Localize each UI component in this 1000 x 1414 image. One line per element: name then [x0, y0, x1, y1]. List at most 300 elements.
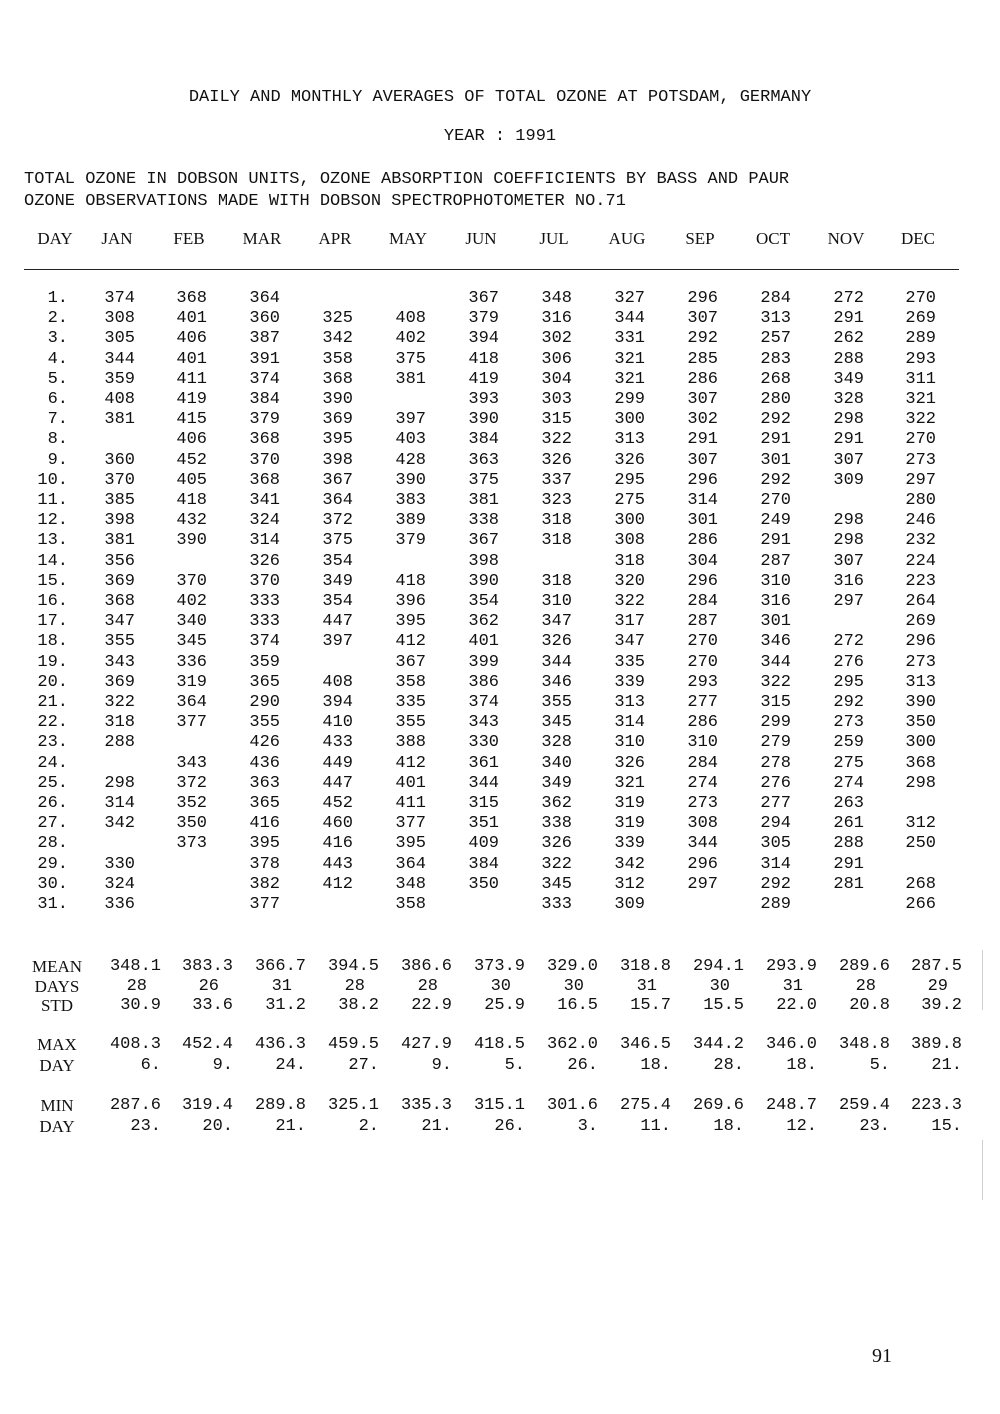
- ozone-value: 294: [760, 814, 791, 834]
- ozone-value: 315: [760, 693, 791, 712]
- month-header-may: MAY: [388, 229, 428, 248]
- days-row-value: 31: [636, 977, 657, 996]
- mean-row-value: 294.1: [692, 957, 744, 976]
- std-row-value: 30.9: [120, 996, 161, 1015]
- ozone-value: 339: [614, 834, 645, 854]
- max-row-label: MAX: [37, 1035, 77, 1054]
- ozone-value: 365: [249, 794, 280, 813]
- max-row-value: 436.3: [254, 1035, 306, 1054]
- ozone-value: 367: [468, 531, 499, 551]
- ozone-value: 292: [760, 410, 791, 430]
- ozone-value: 384: [468, 854, 499, 874]
- ozone-value: 298: [905, 773, 936, 793]
- ozone-value: 410: [322, 713, 353, 733]
- min-row-value: 259.4: [838, 1096, 890, 1115]
- day-number: 6.: [47, 390, 68, 409]
- ozone-value: 345: [541, 713, 572, 733]
- day-number: 27.: [37, 814, 68, 834]
- ozone-value: 286: [687, 369, 718, 389]
- ozone-value: 428: [395, 450, 426, 470]
- ozone-value: 296: [687, 854, 718, 874]
- ozone-value: 347: [541, 612, 572, 632]
- ozone-value: 373: [176, 834, 207, 854]
- ozone-value: 406: [176, 329, 207, 349]
- max-day-row-value: 24.: [275, 1056, 306, 1075]
- ozone-value: 433: [322, 733, 353, 753]
- std-row-value: 15.7: [630, 996, 671, 1015]
- min-day-row-value: 3.: [577, 1117, 598, 1136]
- ozone-value: 322: [905, 410, 936, 430]
- ozone-value: 390: [905, 693, 936, 712]
- ozone-value: 342: [614, 854, 645, 874]
- ozone-value: 301: [760, 450, 791, 470]
- ozone-value: 375: [468, 470, 499, 490]
- ozone-value: 331: [614, 329, 645, 349]
- ozone-value: 368: [176, 289, 207, 308]
- ozone-value: 291: [833, 309, 864, 329]
- ozone-value: 319: [614, 814, 645, 834]
- ozone-value: 369: [104, 571, 135, 591]
- ozone-value: 295: [614, 470, 645, 490]
- ozone-value: 338: [541, 814, 572, 834]
- days-row-value: 29: [927, 977, 948, 996]
- month-header-nov: NOV: [827, 229, 865, 248]
- ozone-value: 390: [468, 410, 499, 430]
- ozone-value: 263: [833, 794, 864, 813]
- ozone-value: 296: [687, 571, 718, 591]
- ozone-value: 310: [687, 733, 718, 753]
- ozone-value: 270: [687, 652, 718, 672]
- ozone-value: 292: [833, 693, 864, 712]
- ozone-value: 384: [249, 390, 280, 409]
- ozone-value: 262: [833, 329, 864, 349]
- min-day-row-value: 21.: [275, 1117, 306, 1136]
- min-row-value: 223.3: [910, 1096, 962, 1115]
- ozone-value: 355: [249, 713, 280, 733]
- mean-row-value: 287.5: [910, 957, 962, 976]
- ozone-value: 313: [905, 672, 936, 692]
- ozone-value: 298: [104, 773, 135, 793]
- ozone-value: 399: [468, 652, 499, 672]
- ozone-value: 330: [468, 733, 499, 753]
- ozone-value: 319: [176, 672, 207, 692]
- ozone-value: 339: [614, 672, 645, 692]
- ozone-value: 381: [104, 410, 135, 430]
- ozone-value: 273: [905, 652, 936, 672]
- ozone-value: 342: [322, 329, 353, 349]
- day-number: 15.: [37, 571, 68, 591]
- ozone-value: 293: [905, 349, 936, 369]
- ozone-value: 377: [249, 895, 280, 914]
- max-day-row-value: 9.: [212, 1056, 233, 1075]
- ozone-value: 342: [104, 814, 135, 834]
- ozone-value: 436: [249, 753, 280, 773]
- ozone-value: 291: [760, 531, 791, 551]
- ozone-value: 419: [176, 390, 207, 409]
- ozone-value: 310: [541, 592, 572, 611]
- max-day-row-value: 27.: [348, 1056, 379, 1075]
- ozone-value: 292: [760, 470, 791, 490]
- min-row-value: 248.7: [765, 1096, 817, 1115]
- ozone-value: 452: [176, 450, 207, 470]
- ozone-value: 285: [687, 349, 718, 369]
- min-day-row-value: 23.: [130, 1117, 161, 1136]
- ozone-value: 270: [905, 430, 936, 450]
- ozone-value: 398: [104, 511, 135, 531]
- ozone-value: 277: [760, 794, 791, 813]
- ozone-value: 409: [468, 834, 499, 854]
- ozone-value: 270: [687, 632, 718, 652]
- ozone-value: 350: [905, 713, 936, 733]
- ozone-value: 333: [541, 895, 572, 914]
- ozone-value: 270: [905, 289, 936, 308]
- ozone-value: 276: [760, 773, 791, 793]
- std-row-value: 33.6: [192, 996, 233, 1015]
- ozone-value: 354: [468, 592, 499, 611]
- ozone-value: 322: [614, 592, 645, 611]
- ozone-value: 356: [104, 551, 135, 571]
- day-number: 18.: [37, 632, 68, 652]
- ozone-value: 343: [176, 753, 207, 773]
- day-number: 25.: [37, 773, 68, 793]
- ozone-value: 232: [905, 531, 936, 551]
- ozone-value: 310: [760, 571, 791, 591]
- mean-row-value: 394.5: [327, 957, 379, 976]
- min-row-value: 335.3: [400, 1096, 452, 1115]
- ozone-value: 393: [468, 390, 499, 409]
- day-number: 1.: [47, 289, 68, 308]
- min-row-value: 319.4: [181, 1096, 233, 1115]
- year-label: YEAR : 1991: [443, 127, 557, 146]
- ozone-value: 336: [176, 652, 207, 672]
- ozone-value: 289: [760, 895, 791, 914]
- ozone-value: 304: [541, 369, 572, 389]
- ozone-value: 276: [833, 652, 864, 672]
- max-day-row-label: DAY: [39, 1056, 75, 1075]
- ozone-value: 307: [687, 450, 718, 470]
- mean-row-value: 366.7: [254, 957, 306, 976]
- ozone-value: 367: [322, 470, 353, 490]
- ozone-value: 317: [614, 612, 645, 632]
- ozone-value: 385: [104, 491, 135, 510]
- ozone-value: 340: [541, 753, 572, 773]
- ozone-value: 390: [322, 390, 353, 409]
- ozone-value: 326: [541, 450, 572, 470]
- ozone-value: 344: [614, 309, 645, 329]
- ozone-value: 396: [395, 592, 426, 611]
- max-row-value: 389.8: [910, 1035, 962, 1054]
- page-title: DAILY AND MONTHLY AVERAGES OF TOTAL OZONE AT POTSDAM, GERMANY: [188, 88, 812, 107]
- ozone-value: 389: [395, 511, 426, 531]
- day-number: 24.: [37, 753, 68, 773]
- mean-row-value: 318.8: [619, 957, 671, 976]
- ozone-value: 418: [395, 571, 426, 591]
- ozone-value: 432: [176, 511, 207, 531]
- max-row-value: 418.5: [473, 1035, 525, 1054]
- max-day-row-value: 6.: [140, 1056, 161, 1075]
- mean-row-value: 293.9: [765, 957, 817, 976]
- max-day-row-value: 21.: [931, 1056, 962, 1075]
- right-edge-line: [982, 1140, 983, 1200]
- ozone-value: 299: [760, 713, 791, 733]
- ozone-value: 352: [176, 794, 207, 813]
- max-day-row-value: 18.: [640, 1056, 671, 1075]
- ozone-value: 325: [322, 309, 353, 329]
- ozone-value: 321: [905, 390, 936, 409]
- ozone-value: 280: [905, 491, 936, 510]
- right-edge-line: [982, 950, 983, 1010]
- ozone-value: 327: [614, 289, 645, 308]
- std-row-value: 20.8: [849, 996, 890, 1015]
- ozone-value: 395: [322, 430, 353, 450]
- min-day-row-value: 26.: [494, 1117, 525, 1136]
- ozone-value: 291: [833, 430, 864, 450]
- ozone-value: 378: [249, 854, 280, 874]
- ozone-value: 412: [322, 874, 353, 894]
- ozone-value: 318: [541, 571, 572, 591]
- day-number: 30.: [37, 874, 68, 894]
- ozone-value: 364: [322, 491, 353, 510]
- ozone-value: 345: [541, 874, 572, 894]
- ozone-value: 362: [468, 612, 499, 632]
- ozone-value: 314: [614, 713, 645, 733]
- day-number: 16.: [37, 592, 68, 611]
- max-row-value: 408.3: [109, 1035, 161, 1054]
- ozone-value: 298: [833, 410, 864, 430]
- ozone-value: 412: [395, 753, 426, 773]
- ozone-value: 269: [905, 612, 936, 632]
- std-row-value: 16.5: [557, 996, 598, 1015]
- ozone-value: 355: [541, 693, 572, 712]
- ozone-value: 313: [614, 430, 645, 450]
- ozone-value: 370: [104, 470, 135, 490]
- ozone-value: 288: [833, 349, 864, 369]
- ozone-value: 301: [687, 511, 718, 531]
- max-day-row-value: 9.: [431, 1056, 452, 1075]
- ozone-value: 349: [541, 773, 572, 793]
- ozone-value: 359: [249, 652, 280, 672]
- days-row-value: 31: [271, 977, 292, 996]
- ozone-value: 449: [322, 753, 353, 773]
- day-number: 11.: [37, 491, 68, 510]
- ozone-value: 368: [249, 430, 280, 450]
- ozone-value: 416: [322, 834, 353, 854]
- ozone-value: 314: [687, 491, 718, 510]
- day-number: 2.: [47, 309, 68, 329]
- ozone-value: 277: [687, 693, 718, 712]
- mean-row-value: 289.6: [838, 957, 890, 976]
- ozone-value: 275: [614, 491, 645, 510]
- ozone-value: 345: [176, 632, 207, 652]
- day-number: 17.: [37, 612, 68, 632]
- ozone-value: 343: [104, 652, 135, 672]
- ozone-value: 299: [614, 390, 645, 409]
- ozone-value: 307: [833, 450, 864, 470]
- ozone-value: 318: [541, 531, 572, 551]
- ozone-value: 447: [322, 612, 353, 632]
- days-row-value: 30: [709, 977, 730, 996]
- ozone-value: 322: [541, 430, 572, 450]
- ozone-value: 372: [176, 773, 207, 793]
- min-row-value: 301.6: [546, 1096, 598, 1115]
- ozone-value: 316: [833, 571, 864, 591]
- ozone-value: 379: [395, 531, 426, 551]
- ozone-value: 390: [468, 571, 499, 591]
- ozone-value: 419: [468, 369, 499, 389]
- ozone-value: 308: [614, 531, 645, 551]
- ozone-value: 381: [395, 369, 426, 389]
- ozone-value: 268: [760, 369, 791, 389]
- ozone-value: 349: [833, 369, 864, 389]
- ozone-value: 314: [249, 531, 280, 551]
- ozone-value: 293: [687, 672, 718, 692]
- ozone-value: 390: [395, 470, 426, 490]
- ozone-value: 318: [104, 713, 135, 733]
- ozone-value: 296: [687, 289, 718, 308]
- ozone-value: 408: [322, 672, 353, 692]
- ozone-value: 335: [614, 652, 645, 672]
- ozone-value: 408: [104, 390, 135, 409]
- ozone-value: 412: [395, 632, 426, 652]
- ozone-value: 406: [176, 430, 207, 450]
- mean-row-value: 373.9: [473, 957, 525, 976]
- ozone-value: 312: [905, 814, 936, 834]
- ozone-value: 326: [614, 753, 645, 773]
- ozone-value: 379: [249, 410, 280, 430]
- ozone-value: 314: [760, 854, 791, 874]
- ozone-value: 360: [249, 309, 280, 329]
- ozone-value: 401: [468, 632, 499, 652]
- ozone-value: 328: [833, 390, 864, 409]
- ozone-value: 314: [104, 794, 135, 813]
- ozone-value: 307: [687, 309, 718, 329]
- month-header-jun: JUN: [465, 229, 497, 248]
- ozone-value: 377: [395, 814, 426, 834]
- day-number: 9.: [47, 450, 68, 470]
- max-row-value: 459.5: [327, 1035, 379, 1054]
- ozone-value: 394: [322, 693, 353, 712]
- month-header-jan: JAN: [101, 229, 133, 248]
- ozone-value: 363: [249, 773, 280, 793]
- ozone-value: 275: [833, 753, 864, 773]
- ozone-value: 387: [249, 329, 280, 349]
- ozone-value: 369: [104, 672, 135, 692]
- ozone-value: 297: [833, 592, 864, 611]
- month-header-dec: DEC: [901, 229, 935, 248]
- ozone-value: 397: [322, 632, 353, 652]
- ozone-value: 284: [687, 592, 718, 611]
- ozone-value: 405: [176, 470, 207, 490]
- ozone-value: 408: [395, 309, 426, 329]
- ozone-value: 300: [614, 410, 645, 430]
- header-rule: [24, 269, 959, 270]
- ozone-value: 374: [104, 289, 135, 308]
- ozone-value: 341: [249, 491, 280, 510]
- ozone-value: 313: [614, 693, 645, 712]
- days-row-value: 28: [855, 977, 876, 996]
- ozone-value: 395: [395, 612, 426, 632]
- mean-row-value: 386.6: [400, 957, 452, 976]
- ozone-value: 383: [395, 491, 426, 510]
- ozone-value: 354: [322, 592, 353, 611]
- day-number: 7.: [47, 410, 68, 430]
- ozone-value: 297: [687, 874, 718, 894]
- ozone-value: 246: [905, 511, 936, 531]
- ozone-value: 401: [176, 349, 207, 369]
- min-day-row-value: 18.: [713, 1117, 744, 1136]
- ozone-value: 324: [104, 874, 135, 894]
- ozone-value: 319: [614, 794, 645, 813]
- ozone-value: 364: [395, 854, 426, 874]
- ozone-value: 346: [760, 632, 791, 652]
- days-row-value: 28: [344, 977, 365, 996]
- ozone-value: 350: [468, 874, 499, 894]
- ozone-value: 326: [541, 834, 572, 854]
- ozone-value: 370: [176, 571, 207, 591]
- ozone-value: 311: [905, 369, 936, 389]
- ozone-value: 411: [176, 369, 207, 389]
- mean-row-label: MEAN: [31, 957, 83, 976]
- ozone-value: 344: [541, 652, 572, 672]
- ozone-value: 362: [541, 794, 572, 813]
- ozone-value: 460: [322, 814, 353, 834]
- ozone-value: 313: [760, 309, 791, 329]
- ozone-value: 324: [249, 511, 280, 531]
- ozone-value: 287: [760, 551, 791, 571]
- days-row-value: 30: [490, 977, 511, 996]
- ozone-value: 415: [176, 410, 207, 430]
- ozone-value: 411: [395, 794, 426, 813]
- ozone-value: 418: [468, 349, 499, 369]
- ozone-value: 390: [176, 531, 207, 551]
- ozone-value: 318: [541, 511, 572, 531]
- ozone-value: 374: [249, 369, 280, 389]
- ozone-value: 401: [176, 309, 207, 329]
- ozone-value: 289: [905, 329, 936, 349]
- month-header-feb: FEB: [173, 229, 205, 248]
- page-number: 91: [872, 1345, 892, 1367]
- ozone-value: 315: [468, 794, 499, 813]
- ozone-value: 249: [760, 511, 791, 531]
- ozone-value: 336: [104, 895, 135, 914]
- ozone-value: 452: [322, 794, 353, 813]
- month-header-aug: AUG: [608, 229, 646, 248]
- ozone-value: 326: [249, 551, 280, 571]
- ozone-value: 274: [833, 773, 864, 793]
- ozone-value: 381: [468, 491, 499, 510]
- ozone-value: 358: [322, 349, 353, 369]
- days-row-value: 28: [417, 977, 438, 996]
- ozone-value: 358: [395, 672, 426, 692]
- ozone-value: 398: [322, 450, 353, 470]
- days-row-value: 28: [126, 977, 147, 996]
- min-row-value: 315.1: [473, 1096, 525, 1115]
- day-number: 4.: [47, 349, 68, 369]
- ozone-value: 291: [687, 430, 718, 450]
- day-number: 20.: [37, 672, 68, 692]
- ozone-value: 326: [614, 450, 645, 470]
- ozone-value: 370: [249, 450, 280, 470]
- max-day-row-value: 5.: [869, 1056, 890, 1075]
- ozone-value: 381: [104, 531, 135, 551]
- ozone-value: 368: [322, 369, 353, 389]
- ozone-value: 279: [760, 733, 791, 753]
- ozone-value: 250: [905, 834, 936, 854]
- ozone-value: 394: [468, 329, 499, 349]
- ozone-value: 302: [687, 410, 718, 430]
- ozone-value: 309: [614, 895, 645, 914]
- ozone-value: 310: [614, 733, 645, 753]
